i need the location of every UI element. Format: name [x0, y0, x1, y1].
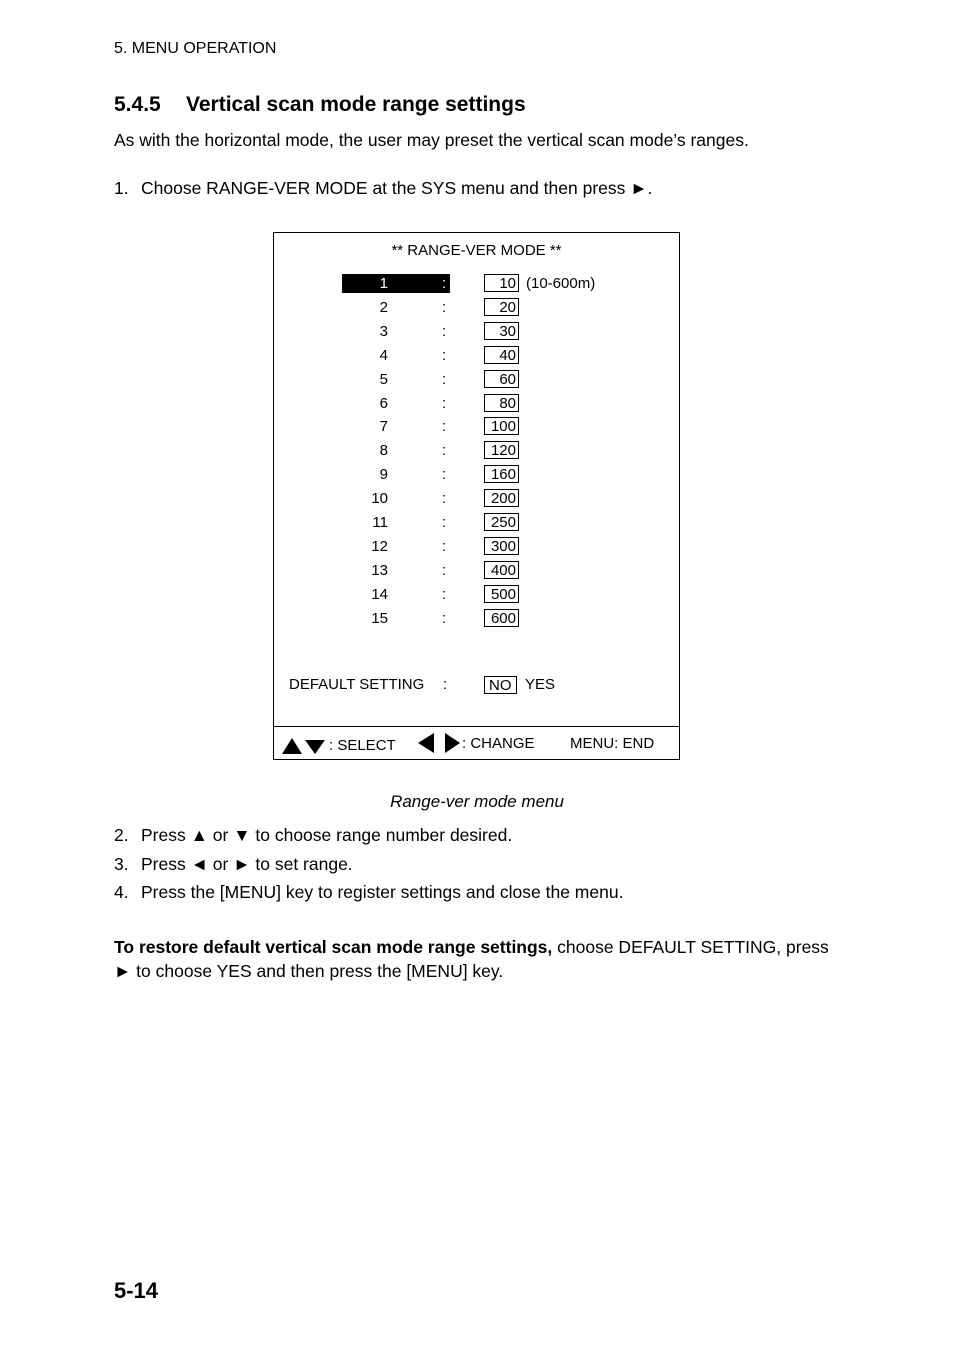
- range-colon: :: [442, 490, 447, 507]
- range-colon: :: [442, 442, 447, 459]
- range-number: 15: [371, 610, 388, 627]
- range-row-label: [342, 346, 450, 365]
- range-value-field[interactable]: 100: [484, 417, 519, 435]
- default-setting-row[interactable]: [289, 675, 679, 695]
- page-number: 5-14: [114, 1278, 159, 1303]
- step-number: 2.: [114, 825, 129, 845]
- footer-end-hint: MENU: END: [570, 735, 655, 752]
- restore-text: choose DEFAULT SETTING, press ► to choose YES and then press the [MENU] key.: [114, 937, 829, 981]
- range-value-field[interactable]: 600: [484, 609, 519, 627]
- range-row[interactable]: [274, 274, 679, 294]
- step-4: [114, 882, 623, 903]
- range-colon: :: [442, 323, 447, 340]
- range-number: 4: [379, 347, 388, 364]
- range-number: 6: [379, 395, 388, 412]
- range-colon: :: [442, 275, 447, 292]
- range-row[interactable]: [274, 346, 679, 366]
- range-row[interactable]: [274, 394, 679, 414]
- range-number: 8: [379, 442, 388, 459]
- range-row-label: [342, 465, 450, 484]
- range-row[interactable]: [274, 609, 679, 629]
- default-setting-colon: :: [443, 676, 448, 693]
- step-text: Press ◄ or ► to set range.: [141, 854, 353, 874]
- range-row[interactable]: [274, 441, 679, 461]
- range-row-label: [342, 489, 450, 508]
- step-number: 1.: [114, 178, 129, 198]
- step-text: Press ▲ or ▼ to choose range number desired.: [141, 825, 513, 845]
- range-row-label: [342, 394, 450, 413]
- restore-bold-lead: To restore default vertical scan mode range settings,: [114, 937, 553, 957]
- range-row[interactable]: [274, 537, 679, 557]
- range-number: 13: [371, 562, 388, 579]
- range-value-field[interactable]: 250: [484, 513, 519, 531]
- section-title: [114, 93, 526, 117]
- down-arrow-icon: [305, 740, 325, 754]
- left-arrow-icon: [418, 733, 434, 753]
- range-row-label: [342, 441, 450, 460]
- range-number: 7: [379, 418, 388, 435]
- step-text: Press the [MENU] key to register settings and close the menu.: [141, 882, 624, 902]
- range-row-label: [342, 561, 450, 580]
- menu-title: ** RANGE-VER MODE **: [391, 242, 562, 259]
- range-colon: :: [442, 347, 447, 364]
- range-value-field[interactable]: 500: [484, 585, 519, 603]
- range-colon: :: [442, 371, 447, 388]
- range-number: 3: [379, 323, 388, 340]
- section-number: 5.4.5: [114, 93, 161, 116]
- range-row[interactable]: [274, 417, 679, 437]
- range-value-field[interactable]: 120: [484, 441, 519, 459]
- range-row[interactable]: [274, 370, 679, 390]
- range-colon: :: [442, 299, 447, 316]
- range-value-field[interactable]: 20: [484, 298, 519, 316]
- range-row[interactable]: [274, 322, 679, 342]
- range-row[interactable]: [274, 465, 679, 485]
- right-arrow-icon: [445, 733, 460, 753]
- range-ver-mode-menu: [273, 232, 680, 760]
- default-option-no[interactable]: NO: [484, 676, 517, 694]
- range-value-field[interactable]: 200: [484, 489, 519, 507]
- range-value-field[interactable]: 300: [484, 537, 519, 555]
- default-option-yes[interactable]: YES: [525, 676, 556, 693]
- range-number: 11: [372, 514, 388, 531]
- range-number: 2: [379, 299, 388, 316]
- running-head: 5. MENU OPERATION: [114, 40, 277, 57]
- range-colon: :: [442, 562, 447, 579]
- default-setting-label: DEFAULT SETTING: [289, 676, 425, 693]
- range-number: 5: [379, 371, 388, 388]
- range-row-label: [342, 370, 450, 389]
- range-value-field[interactable]: 160: [484, 465, 519, 483]
- range-row[interactable]: [274, 489, 679, 509]
- figure-caption: Range-ver mode menu: [390, 792, 564, 811]
- step-3: [114, 854, 353, 875]
- range-colon: :: [442, 418, 447, 435]
- up-arrow-icon: [282, 738, 302, 754]
- range-row[interactable]: [274, 513, 679, 533]
- range-row-label: [342, 417, 450, 436]
- restore-paragraph: [114, 935, 834, 983]
- range-limits-hint: (10-600m): [526, 275, 596, 292]
- range-colon: :: [442, 395, 447, 412]
- range-row-label: [342, 585, 450, 604]
- range-colon: :: [442, 586, 447, 603]
- range-row-label: [342, 322, 450, 341]
- menu-footer: [274, 727, 679, 761]
- range-row[interactable]: [274, 298, 679, 318]
- step-text: Choose RANGE-VER MODE at the SYS menu and then press ►.: [141, 178, 653, 198]
- range-row-label: [342, 298, 450, 317]
- footer-change-hint: : CHANGE: [462, 735, 535, 752]
- section-title-text: Vertical scan mode range settings: [186, 93, 526, 116]
- intro-paragraph: As with the horizontal mode, the user may preset the vertical scan mode’s ranges.: [114, 130, 749, 150]
- range-number: 14: [371, 586, 388, 603]
- range-number: 1: [379, 275, 388, 292]
- range-number: 9: [379, 466, 388, 483]
- range-number: 10: [371, 490, 388, 507]
- range-row[interactable]: [274, 585, 679, 605]
- range-value-field[interactable]: 60: [484, 370, 519, 388]
- range-value-field[interactable]: 30: [484, 322, 519, 340]
- range-row-label: [342, 537, 450, 556]
- range-colon: :: [442, 538, 447, 555]
- range-row-label: [342, 274, 450, 293]
- range-number: 12: [371, 538, 388, 555]
- range-row-label: [342, 609, 450, 628]
- footer-select-hint: : SELECT: [329, 737, 396, 754]
- range-colon: :: [442, 466, 447, 483]
- range-colon: :: [442, 610, 447, 627]
- step-1: [114, 178, 652, 199]
- range-colon: :: [442, 514, 447, 531]
- range-value-field[interactable]: 400: [484, 561, 519, 579]
- step-2: [114, 825, 512, 846]
- range-value-field[interactable]: 80: [484, 394, 519, 412]
- step-number: 3.: [114, 854, 129, 874]
- range-row[interactable]: [274, 561, 679, 581]
- range-row-label: [342, 513, 450, 532]
- step-number: 4.: [114, 882, 129, 902]
- range-value-field[interactable]: 40: [484, 346, 519, 364]
- range-value-field[interactable]: 10: [484, 274, 519, 292]
